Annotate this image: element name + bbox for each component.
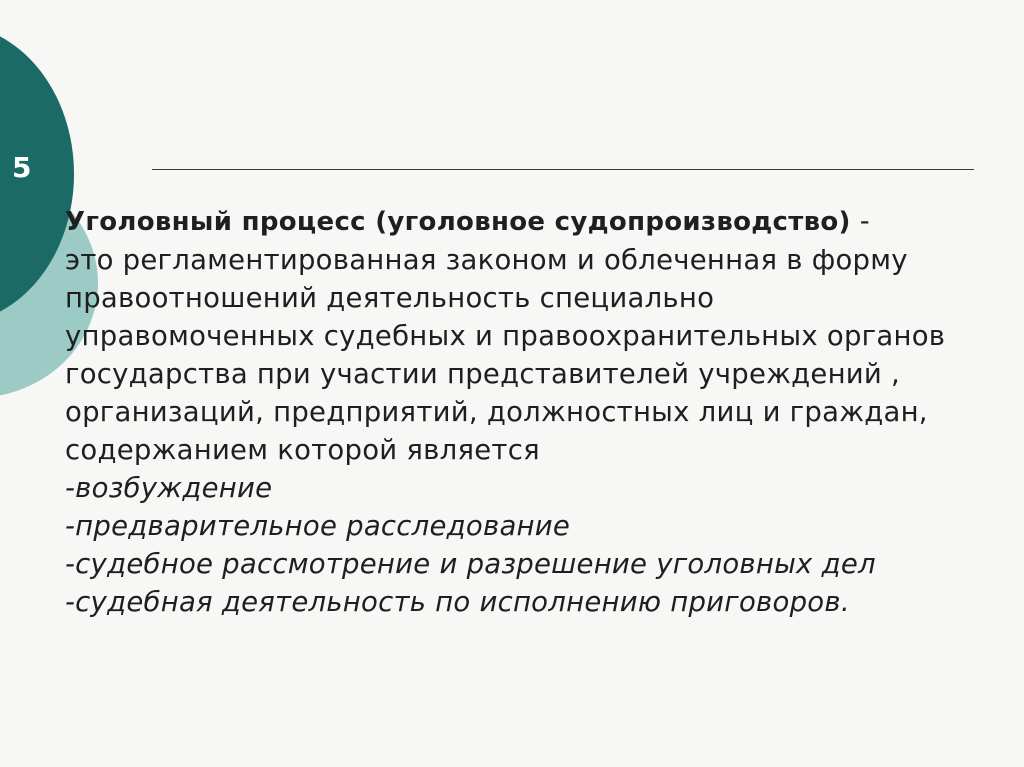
definition-paragraph	[65, 202, 965, 469]
definition-separator: -	[850, 205, 870, 237]
definition-body: это регламентированная законом и облеченная в форму правоотношений деятельность специально управомоченных судебных и правоохранительных органов государства при участии представителей учреждений , организаций, предприятий, должностных лиц и граждан, содержанием которой является	[65, 244, 946, 466]
slide-body	[65, 202, 965, 621]
definition-term: Уголовный процесс (уголовное судопроизводство)	[65, 207, 851, 237]
stage-item-investigation: -предварительное расследование	[65, 510, 571, 542]
stage-item-trial: -судебное рассмотрение и разрешение уголовных дел	[65, 548, 876, 580]
stage-item-execution: -судебная деятельность по исполнению приговоров.	[65, 586, 850, 618]
stage-item-initiation: -возбуждение	[65, 472, 273, 504]
slide-number: 5	[12, 151, 32, 184]
title-divider-line	[152, 169, 974, 170]
